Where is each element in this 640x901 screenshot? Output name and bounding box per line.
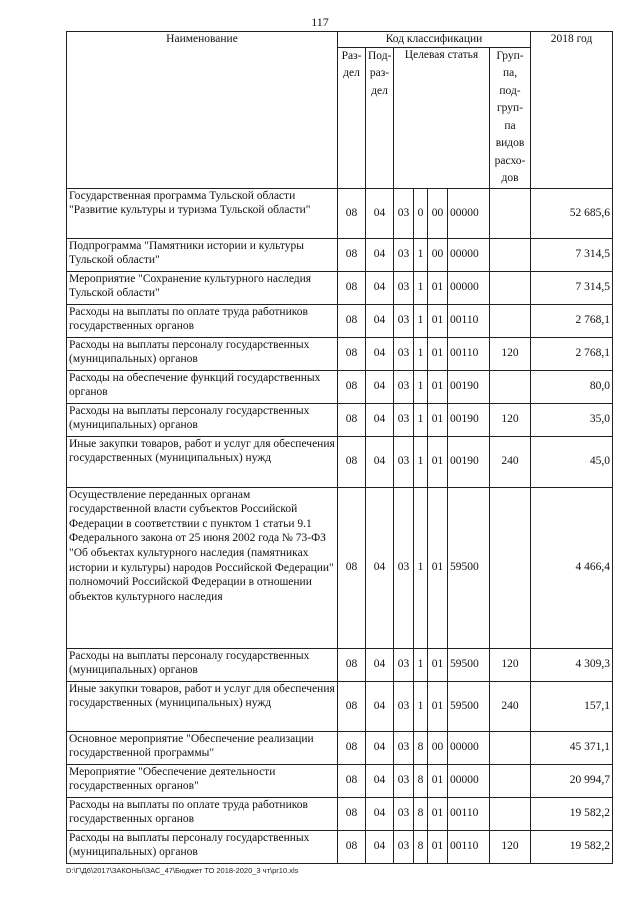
row-target-direction: 00110	[448, 797, 490, 830]
row-amount: 20 994,7	[531, 764, 613, 797]
row-target-program: 03	[394, 337, 414, 370]
row-target-program: 03	[394, 764, 414, 797]
row-expense-group	[490, 188, 531, 238]
row-target-subprogram: 1	[414, 648, 428, 681]
table-row	[67, 337, 613, 370]
row-section: 08	[338, 830, 366, 863]
row-subsection: 04	[366, 337, 394, 370]
row-target-event: 01	[428, 797, 448, 830]
row-name: Иные закупки товаров, работ и услуг для обеспечения государственных (муниципальных) нужд	[67, 436, 338, 487]
header-subsection: Под-раз-дел	[366, 47, 394, 188]
row-section: 08	[338, 487, 366, 648]
row-target-subprogram: 1	[414, 403, 428, 436]
row-target-subprogram: 8	[414, 830, 428, 863]
row-target-program: 03	[394, 188, 414, 238]
budget-table-body	[67, 188, 613, 863]
row-target-program: 03	[394, 487, 414, 648]
row-expense-group: 120	[490, 403, 531, 436]
row-target-subprogram: 1	[414, 337, 428, 370]
row-section: 08	[338, 797, 366, 830]
row-amount: 7 314,5	[531, 238, 613, 271]
row-target-event: 01	[428, 830, 448, 863]
row-section: 08	[338, 337, 366, 370]
row-amount: 4 309,3	[531, 648, 613, 681]
row-target-subprogram: 8	[414, 764, 428, 797]
row-target-subprogram: 1	[414, 436, 428, 487]
row-amount: 2 768,1	[531, 337, 613, 370]
row-subsection: 04	[366, 731, 394, 764]
row-subsection: 04	[366, 304, 394, 337]
row-target-direction: 00000	[448, 271, 490, 304]
row-subsection: 04	[366, 238, 394, 271]
row-subsection: 04	[366, 797, 394, 830]
row-expense-group: 240	[490, 681, 531, 731]
row-target-event: 01	[428, 764, 448, 797]
row-target-event: 00	[428, 238, 448, 271]
row-expense-group	[490, 487, 531, 648]
table-row	[67, 271, 613, 304]
row-target-program: 03	[394, 648, 414, 681]
header-name: Наименование	[67, 32, 338, 189]
row-name: Осуществление переданных органам государственной власти субъектов Российской Федерации в соответствии с пунктом 1 статьи 9.1 Федерального закона от 25 июня 2002 года № 73-ФЗ "Об объектах культурного наследия (памятниках истории и культуры) народов Российской Федерации" полномочий Российской Федерации в отношении объектов культурного наследия	[67, 487, 338, 648]
row-target-program: 03	[394, 681, 414, 731]
row-name: Расходы на выплаты по оплате труда работников государственных органов	[67, 304, 338, 337]
row-section: 08	[338, 731, 366, 764]
row-target-direction: 59500	[448, 648, 490, 681]
header-expense-group: Груп-па, под-груп-па видов расхо-дов	[490, 47, 531, 188]
row-subsection: 04	[366, 830, 394, 863]
row-expense-group	[490, 271, 531, 304]
row-target-direction: 00190	[448, 436, 490, 487]
row-target-subprogram: 1	[414, 681, 428, 731]
row-target-subprogram: 8	[414, 797, 428, 830]
row-subsection: 04	[366, 188, 394, 238]
row-name: Расходы на выплаты персоналу государственных (муниципальных) органов	[67, 403, 338, 436]
table-row	[67, 487, 613, 648]
header-classification: Код классификации	[338, 32, 531, 48]
row-target-program: 03	[394, 830, 414, 863]
row-amount: 19 582,2	[531, 830, 613, 863]
row-expense-group	[490, 764, 531, 797]
row-subsection: 04	[366, 681, 394, 731]
row-target-event: 01	[428, 648, 448, 681]
row-amount: 19 582,2	[531, 797, 613, 830]
row-target-event: 00	[428, 731, 448, 764]
table-row	[67, 830, 613, 863]
table-row	[67, 238, 613, 271]
row-name: Мероприятие "Сохранение культурного наследия Тульской области"	[67, 271, 338, 304]
row-target-program: 03	[394, 304, 414, 337]
row-target-direction: 59500	[448, 487, 490, 648]
row-target-event: 01	[428, 487, 448, 648]
row-target-direction: 00190	[448, 370, 490, 403]
table-row	[67, 188, 613, 238]
row-name: Иные закупки товаров, работ и услуг для обеспечения государственных (муниципальных) нужд	[67, 681, 338, 731]
row-target-direction: 59500	[448, 681, 490, 731]
row-target-subprogram: 0	[414, 188, 428, 238]
row-name: Расходы на обеспечение функций государственных органов	[67, 370, 338, 403]
row-target-direction: 00110	[448, 337, 490, 370]
row-subsection: 04	[366, 271, 394, 304]
row-section: 08	[338, 403, 366, 436]
row-expense-group	[490, 238, 531, 271]
row-amount: 45,0	[531, 436, 613, 487]
row-name: Расходы на выплаты персоналу государственных (муниципальных) органов	[67, 337, 338, 370]
row-name: Расходы на выплаты персоналу государственных (муниципальных) органов	[67, 830, 338, 863]
row-target-program: 03	[394, 271, 414, 304]
row-name: Основное мероприятие "Обеспечение реализации государственной программы"	[67, 731, 338, 764]
row-subsection: 04	[366, 764, 394, 797]
page-number: 117	[311, 15, 329, 29]
row-amount: 157,1	[531, 681, 613, 731]
row-amount: 7 314,5	[531, 271, 613, 304]
table-row	[67, 731, 613, 764]
row-target-event: 01	[428, 304, 448, 337]
row-target-direction: 00110	[448, 830, 490, 863]
row-target-direction: 00110	[448, 304, 490, 337]
header-section: Раз-дел	[338, 47, 366, 188]
file-path-footer: D:\Г\Д6\2017\ЗАКОНЫ\ЗАС_47\Бюджет ТО 2018-2020_3 чт\pr10.xls	[66, 866, 299, 875]
row-target-subprogram: 1	[414, 271, 428, 304]
row-section: 08	[338, 238, 366, 271]
row-expense-group: 240	[490, 436, 531, 487]
row-target-subprogram: 1	[414, 304, 428, 337]
row-target-direction: 00000	[448, 188, 490, 238]
row-section: 08	[338, 436, 366, 487]
row-section: 08	[338, 681, 366, 731]
row-target-subprogram: 1	[414, 487, 428, 648]
row-target-subprogram: 1	[414, 370, 428, 403]
row-expense-group: 120	[490, 830, 531, 863]
row-name: Мероприятие "Обеспечение деятельности государственных органов"	[67, 764, 338, 797]
row-expense-group: 120	[490, 648, 531, 681]
row-amount: 52 685,6	[531, 188, 613, 238]
row-target-subprogram: 8	[414, 731, 428, 764]
row-amount: 2 768,1	[531, 304, 613, 337]
row-target-program: 03	[394, 370, 414, 403]
row-target-program: 03	[394, 797, 414, 830]
row-target-program: 03	[394, 238, 414, 271]
row-target-direction: 00000	[448, 238, 490, 271]
row-target-direction: 00000	[448, 764, 490, 797]
row-target-event: 01	[428, 370, 448, 403]
row-expense-group	[490, 731, 531, 764]
row-section: 08	[338, 648, 366, 681]
row-section: 08	[338, 370, 366, 403]
row-name: Расходы на выплаты по оплате труда работников государственных органов	[67, 797, 338, 830]
row-subsection: 04	[366, 370, 394, 403]
table-row	[67, 370, 613, 403]
row-subsection: 04	[366, 436, 394, 487]
row-target-subprogram: 1	[414, 238, 428, 271]
row-target-program: 03	[394, 403, 414, 436]
header-year: 2018 год	[531, 32, 613, 189]
row-amount: 45 371,1	[531, 731, 613, 764]
row-target-program: 03	[394, 436, 414, 487]
table-row	[67, 436, 613, 487]
row-target-event: 01	[428, 403, 448, 436]
row-section: 08	[338, 188, 366, 238]
budget-table	[66, 31, 613, 864]
row-expense-group: 120	[490, 337, 531, 370]
row-target-direction: 00000	[448, 731, 490, 764]
row-amount: 4 466,4	[531, 487, 613, 648]
table-row	[67, 764, 613, 797]
table-row	[67, 648, 613, 681]
row-target-direction: 00190	[448, 403, 490, 436]
row-section: 08	[338, 764, 366, 797]
table-row	[67, 681, 613, 731]
row-expense-group	[490, 797, 531, 830]
row-subsection: 04	[366, 487, 394, 648]
row-target-event: 01	[428, 436, 448, 487]
table-row	[67, 403, 613, 436]
row-name: Подпрограмма "Памятники истории и культуры Тульской области"	[67, 238, 338, 271]
row-target-event: 01	[428, 337, 448, 370]
header-target-item: Целевая статья	[394, 47, 490, 188]
row-expense-group	[490, 370, 531, 403]
row-target-event: 01	[428, 681, 448, 731]
row-subsection: 04	[366, 648, 394, 681]
row-amount: 80,0	[531, 370, 613, 403]
row-section: 08	[338, 271, 366, 304]
row-target-event: 00	[428, 188, 448, 238]
table-row	[67, 304, 613, 337]
row-name: Государственная программа Тульской области "Развитие культуры и туризма Тульской области"	[67, 188, 338, 238]
row-section: 08	[338, 304, 366, 337]
row-name: Расходы на выплаты персоналу государственных (муниципальных) органов	[67, 648, 338, 681]
row-subsection: 04	[366, 403, 394, 436]
row-expense-group	[490, 304, 531, 337]
row-target-event: 01	[428, 271, 448, 304]
row-target-program: 03	[394, 731, 414, 764]
table-row	[67, 797, 613, 830]
row-amount: 35,0	[531, 403, 613, 436]
